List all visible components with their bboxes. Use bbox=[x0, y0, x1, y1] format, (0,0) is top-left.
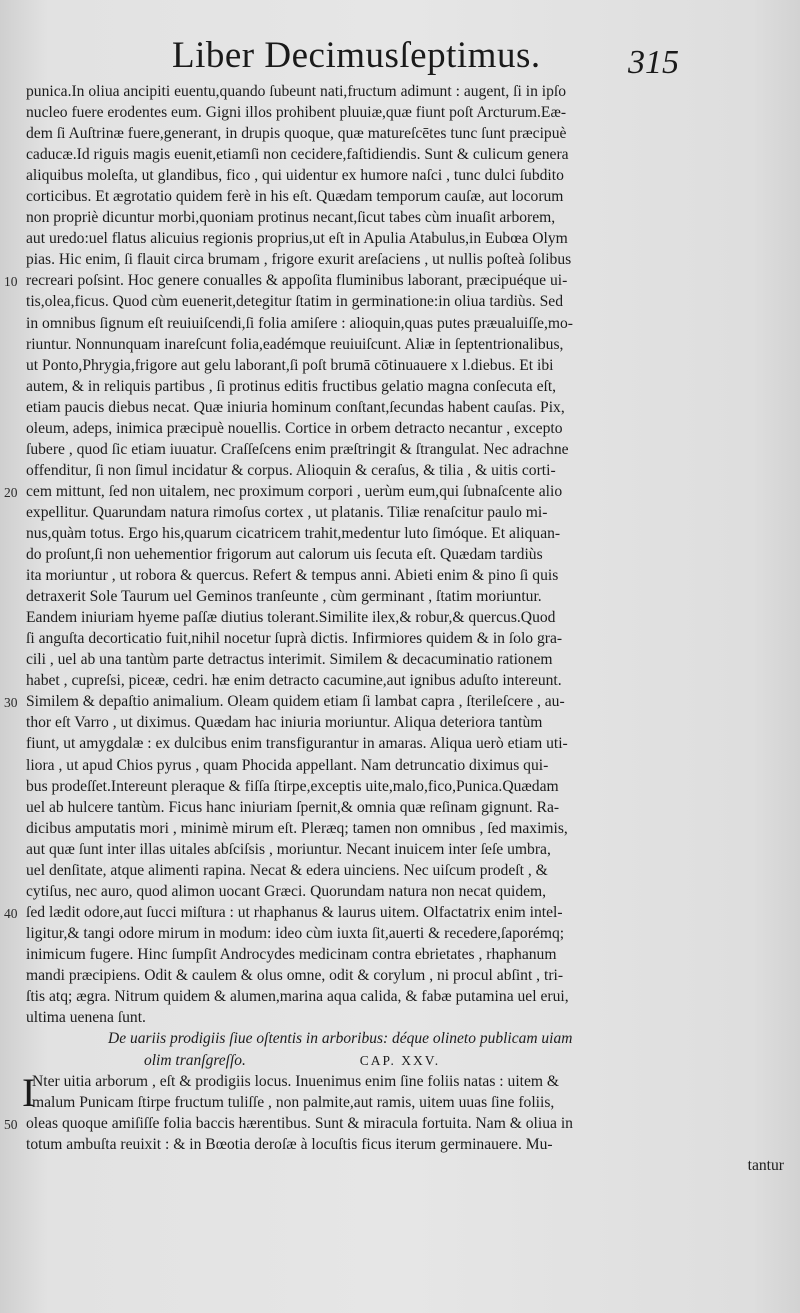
text-line-numbered bbox=[4, 481, 784, 502]
text-line: ſtis atq; ægra. Nitrum quidem & alumen,marina aqua calida, & fabæ putamina uel erui, bbox=[26, 988, 569, 1006]
page-number: 315 bbox=[628, 44, 679, 81]
text-line: inimicum fugere. Hinc ſumpſit Androcydes medicinam contra ebrietates , rhaphanum bbox=[26, 945, 557, 963]
text-line: in omnibus ſignum eſt reuiuiſcendi,ſi folia amiſere : alioquin,quas putes præualuiſſe,mo- bbox=[26, 314, 573, 332]
chapter-heading-line2: olim tranſgreſſo. bbox=[144, 1051, 246, 1069]
text-line: nus,quàm totus. Ergo his,quarum cicatricem trahit,medentur luto ſimóque. Et aliquan- bbox=[26, 524, 561, 542]
line-number: 10 bbox=[4, 274, 18, 290]
text-line: tis,olea,ficus. Quod cùm euenerit,detegitur ſtatim in germinatione:in oliua tardiùs. Sed bbox=[26, 293, 563, 311]
text-line bbox=[26, 1092, 784, 1113]
text-line: ſubere , quod ſic etiam iuuatur. Craſſeſcens enim præſtringit & ſtrangulat. Nec adrachne bbox=[26, 440, 569, 458]
text-line: detraxerit Sole Taurum uel Geminos tranſeunte , cùm germinant , ſtatim moriuntur. bbox=[26, 588, 542, 606]
text-line-content: malum Punicam ſtirpe fructum tuliſſe , non palmite,aut ramis, uitem uuas ſine foliis, bbox=[32, 1094, 555, 1112]
text-line: aliquibus moleſta, ut glandibus, fico , qui uidentur ex humore naſci , tunc dulci ſubdito bbox=[26, 167, 564, 185]
text-line: ultima uenena ſunt. bbox=[26, 1009, 146, 1027]
text-line: Eandem iniuriam hyeme paſſæ diutius tolerant.Similite ilex,& robur,& quercus.Quod bbox=[26, 609, 556, 627]
text-line: ut Ponto,Phrygia,frigore aut gelu laborant,ſi poſt brumā cōtinuauere x l.diebus. Et ibi bbox=[26, 356, 554, 374]
drop-cap: I bbox=[22, 1070, 36, 1116]
text-line: aut quæ ſunt inter illas uitales abſciſsis , moriuntur. Necant inuicem inter ſeſe umbra, bbox=[26, 840, 551, 858]
line-number: 20 bbox=[4, 484, 18, 500]
chapter-heading-cont bbox=[144, 1050, 784, 1072]
text-line: bus prodeſſet.Intereunt pleraque & fiſſa ſtirpe,exceptis uite,malo,fico,Punica.Quædam bbox=[26, 777, 559, 795]
text-line: corticibus. Et ægrotatio quidem ferè in his eſt. Quædam temporum cauſæ, aut locorum bbox=[26, 188, 564, 206]
text-line: ligitur,& tangi odore mirum in modum: ideo cùm iuxta ſit,auerti & recedere,ſaporémq; bbox=[26, 924, 565, 942]
chapter-label: CAP. XXV. bbox=[359, 1052, 441, 1068]
catchword-text: tantur bbox=[747, 1157, 784, 1175]
text-line: cili , uel ab una tantùm parte detractus interimit. Similem & decacuminatio rationem bbox=[26, 651, 553, 669]
text-line: recreari poſsint. Hoc genere conualles & appoſita fluminibus laborant, præcipuéque ui- bbox=[26, 272, 568, 290]
text-line: cytiſus, nec auro, quod alimon uocant Græci. Quorundam natura non necat quidem, bbox=[26, 882, 547, 900]
text-line: thor eſt Varro , ut diximus. Quædam hac iniuria moriuntur. Aliqua deteriora tantùm bbox=[26, 714, 543, 732]
text-line: dem ſi Auſtrinæ fuere,generant, in drupis quoque, quæ matureſcētes tunc ſunt præcipuè bbox=[26, 125, 567, 143]
text-line: oleum, adeps, inimica præcipuè nouellis. Cortice in orbem detracto necantur , excepto bbox=[26, 419, 563, 437]
text-line: mandi præcipiens. Odit & caulem & olus omne, odit & corylum , ni procul abſint , tri- bbox=[26, 966, 564, 984]
chapter-heading: De uariis prodigiis ſiue oſtentis in arboribus: déque olineto publicam uiam bbox=[108, 1030, 573, 1048]
text-line: Nter uitia arborum , eſt & prodigiis locus. Inuenimus enim ſine foliis natas : uitem & bbox=[32, 1073, 560, 1091]
text-line: caducæ.Id riguis magis euenit,etiamſi non cecidere,faſtidiendis. Sunt & culicum genera bbox=[26, 146, 569, 164]
text-line: riuntur. Nonnunquam inareſcunt folia,eadémque reuiuiſcunt. Aliæ in ſeptentrionalibus, bbox=[26, 335, 564, 353]
text-line: uel denſitate, atque alimenti rapina. Necat & edera uinciens. Nec uiſcum prodeſt , & bbox=[26, 861, 548, 879]
text-line: liora , ut apud Chios pyrus , quam Phocida appellant. Nam detruncatio diximus qui- bbox=[26, 756, 549, 774]
text-line: ſi anguſta decorticatio fuit,nihil nocetur ſuprà dictis. Infirmiores quidem & in ſolo gra- bbox=[26, 630, 563, 648]
text-line: cem mittunt, ſed non uitalem, nec proximum corpori , uerùm eum,qui ſubnaſcente alio bbox=[26, 482, 563, 500]
text-line: offenditur, ſi non ſimul incidatur & corpus. Alioquin & ceraſus, & tilia , & uitis corti- bbox=[26, 461, 556, 479]
text-line: oleas quoque amiſiſſe folia baccis hærentibus. Sunt & miracula fortuita. Nam & oliua in bbox=[26, 1115, 573, 1133]
text-line: ſed lædit odore,aut ſucci miſtura : ut rhaphanus & laurus uitem. Olfactatrix enim intel- bbox=[26, 903, 563, 921]
text-line-numbered bbox=[4, 1113, 784, 1134]
text-line: autem, & in reliquis partibus , ſi protinus editis fructibus gelatio magna conſecuta eſt, bbox=[26, 377, 557, 395]
text-line: non propriè dicuntur morbi,quoniam protinus necant,ſicut tabes cùm inuaſit arborem, bbox=[26, 209, 556, 227]
text-line: fiunt, ut amygdalæ : ex dulcibus enim transfigurantur in amaras. Aliqua uerò etiam uti- bbox=[26, 735, 568, 753]
text-line: etiam paucis diebus necat. Quæ iniuria hominum conſtant,ſecundas habent cauſas. Pix, bbox=[26, 398, 565, 416]
body-text bbox=[4, 81, 784, 1176]
text-line: dicibus amputatis mori , minimè mirum eſt. Pleræq; tamen non omnibus , ſed maximis, bbox=[26, 819, 568, 837]
text-line: habet , cupreſsi, piceæ, cedri. hæ enim detracto cacumine,aut ignibus aduſto intereunt. bbox=[26, 672, 562, 690]
text-line: uel ab hulcere tantùm. Ficus hanc iniuriam ſpernit,& omnia quæ reſinam gignunt. Ra- bbox=[26, 798, 560, 816]
text-line: aut uredo:uel flatus alicuius regionis proprius,ut eſt in Apulia Atabulus,in Eubœa Olym bbox=[26, 230, 568, 248]
text-line: expellitur. Quarundam natura rimoſus cortex , ut platanis. Tiliæ renaſcitur paulo mi- bbox=[26, 503, 548, 521]
text-line-numbered bbox=[4, 902, 784, 923]
text-line: totum ambuſta reuixit : & in Bœotia deroſæ à locuſtis ficus iterum germinauere. Mu- bbox=[26, 1136, 553, 1154]
text-line: do proſunt,ſi non uehementior frigorum aut calorum uis ſecuta eſt. Quædam tardiùs bbox=[26, 546, 543, 564]
text-line: Similem & depaſtio animalium. Oleam quidem etiam ſi lambat capra , ſterileſcere , au- bbox=[26, 693, 565, 711]
text-line: punica.In oliua ancipiti euentu,quando ſubeunt nati,fructum adimunt : augent, ſi in ipſo bbox=[26, 83, 567, 100]
line-number: 40 bbox=[4, 905, 18, 921]
running-title: Liber Decimusſeptimus. bbox=[172, 35, 541, 76]
line-number: 30 bbox=[4, 695, 18, 711]
text-line-numbered bbox=[4, 691, 784, 712]
text-line: pias. Hic enim, ſi flauit circa brumam , frigore exurit areſaciens , ut nullis poſteà ſolibus bbox=[26, 251, 572, 269]
text-line: nucleo fuere erodentes eum. Gigni illos prohibent pluuiæ,quæ fiunt poſt Arcturum.Eæ- bbox=[26, 104, 567, 122]
text-line: ita moriuntur , ut robora & quercus. Refert & tempus anni. Abieti enim & pino ſi quis bbox=[26, 567, 559, 585]
line-number: 50 bbox=[4, 1117, 18, 1133]
catchword bbox=[26, 1155, 784, 1176]
text-line-numbered bbox=[4, 270, 784, 291]
